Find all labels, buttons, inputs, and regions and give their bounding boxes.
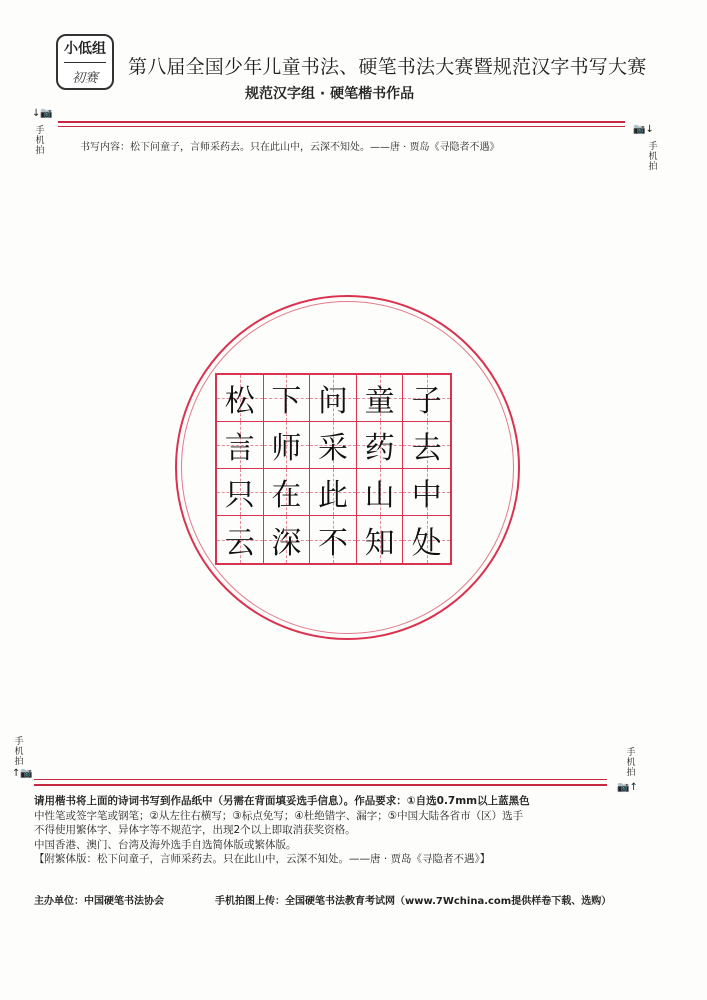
calligraphy-character: 深 [271, 525, 302, 561]
photo-label-right-bottom: 手 机 拍 [626, 748, 636, 778]
bottom-rule-thick [34, 784, 607, 786]
group-label: 小低组 [64, 41, 106, 57]
calligraphy-character: 在 [271, 478, 302, 513]
calligraphy-character: 言 [224, 431, 255, 466]
page-title: 第八届全国少年儿童书法、硬笔书法大赛暨规范汉字书写大赛 [128, 56, 647, 78]
calligraphy-character: 问 [317, 384, 348, 419]
calligraphy-character: 松 [224, 384, 255, 419]
calligraphy-character: 童 [364, 384, 395, 419]
grid-cell [310, 422, 357, 469]
grid-cell [357, 422, 404, 469]
calligraphy-character: 药 [364, 431, 395, 466]
grid-cell [264, 516, 311, 563]
bottom-rule-thin [34, 779, 607, 780]
grid-cell [264, 375, 311, 422]
grid-cell [357, 375, 404, 422]
top-rule-thin [58, 126, 625, 127]
photo-label-right-top: 手 机 拍 [648, 142, 658, 172]
photo-label-left-bottom: 手 机 拍 [14, 737, 24, 767]
group-badge [56, 34, 114, 90]
grid-cell [217, 469, 264, 516]
calligraphy-character: 处 [411, 525, 442, 561]
calligraphy-character: 不 [317, 525, 348, 561]
upload-info: 手机拍图上传：全国硬笔书法教育考试网（www.7Wchina.com提供样卷下载、选购） [215, 896, 612, 907]
calligraphy-character: 知 [364, 525, 395, 561]
camera-down-icon: 📷↓ [633, 124, 654, 135]
page-subtitle: 规范汉字组 · 硬笔楷书作品 [245, 86, 415, 102]
calligraphy-character: 去 [411, 431, 442, 466]
instructions-block [34, 794, 634, 867]
grid-cell [217, 422, 264, 469]
grid-cell [357, 469, 404, 516]
organizer: 主办单位：中国硬笔书法协会 [34, 896, 164, 907]
calligraphy-character: 此 [317, 478, 348, 513]
grid-cell [403, 375, 450, 422]
calligraphy-character: 只 [224, 478, 255, 513]
instruction-line: 不得使用繁体字、异体字等不规范字，出现2个以上即取消获奖资格。 [34, 824, 356, 836]
calligraphy-character: 采 [317, 431, 348, 466]
stage-label: 初赛 [71, 71, 98, 86]
calligraphy-character: 子 [411, 384, 442, 419]
grid-cell [264, 469, 311, 516]
instruction-line: 中国香港、澳门、台湾及海外选手自选简体版或繁体版。 [34, 838, 297, 851]
grid-cell [403, 422, 450, 469]
top-rule-thick [58, 121, 625, 123]
grid-cell [310, 375, 357, 422]
instruction-line: 【附繁体版：松下问童子，言师采药去。只在此山中，云深不知处。——唐 · 贾岛《寻隐者不遇》】 [34, 853, 491, 865]
grid-cell [357, 516, 404, 563]
calligraphy-character: 师 [271, 431, 302, 466]
camera-down-icon: ↓📷 [32, 108, 53, 119]
grid-cell [217, 516, 264, 563]
camera-up-icon: ↑📷 [12, 768, 33, 779]
grid-cell [310, 516, 357, 563]
badge-divider [64, 62, 106, 63]
grid-cell [217, 375, 264, 422]
grid-cell [403, 516, 450, 563]
photo-label-left-top: 手 机 拍 [35, 126, 45, 156]
grid-cell [264, 422, 311, 469]
calligraphy-character: 山 [364, 478, 395, 513]
calligraphy-character: 中 [411, 478, 442, 513]
calligraphy-character: 云 [224, 525, 255, 561]
instruction-line: 请用楷书将上面的诗词书写到作品纸中（另需在背面填妥选手信息）。作品要求：①自选0.7mm以上蓝黑色 [34, 795, 530, 807]
tian-grid [215, 373, 452, 565]
writing-content: 书写内容：松下问童子，言师采药去。只在此山中，云深不知处。——唐 · 贾岛《寻隐者不遇》 [80, 142, 500, 153]
instruction-line: 中性笔或签字笔或钢笔；②从左往右横写；③标点免写；④杜绝错字、漏字；⑤中国大陆各省市（区）选手 [34, 809, 524, 822]
camera-up-icon: 📷↑ [617, 782, 638, 793]
calligraphy-character: 下 [271, 384, 302, 419]
grid-cell [403, 469, 450, 516]
grid-cell [310, 469, 357, 516]
